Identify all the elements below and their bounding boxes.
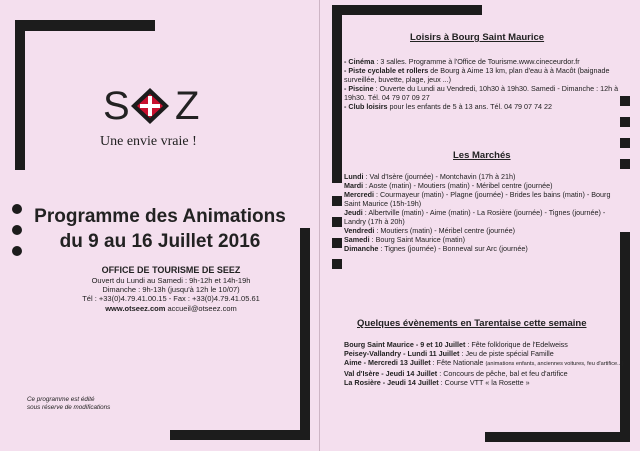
list-item: Aime - Mercredi 13 Juillet : Fête Nationale (animations enfants, anciennes voitures, feu d'artifice...): [344, 358, 624, 367]
office-hours-sunday: Dimanche : 9h-13h (jusqu'à 12h le 10/07): [102, 285, 240, 295]
logo-emblem-icon: [131, 88, 169, 124]
frame-bar-bottom: [485, 432, 630, 442]
loisirs-list: [344, 57, 628, 111]
list-item: La Rosière - Jeudi 14 Juillet : Course VTT « la Rosette »: [344, 378, 530, 387]
bullet-square: [620, 138, 630, 148]
frame-bar-left: [332, 5, 342, 183]
list-item: Mercredi : Courmayeur (matin) - Plagne (journée) - Brides les bains (matin) - Bourg Saint Maurice (15h-19h): [344, 190, 611, 208]
list-item: Dimanche : Tignes (journée) - Bonneval sur Arc (journée): [344, 244, 528, 253]
list-item: - Piscine : Ouverte du Lundi au Vendredi, 10h30 à 19h30. Samedi - Dimanche : 12h à 19h30. Tél. 04 79 07 09 27: [344, 84, 619, 102]
programme-page: [320, 0, 640, 451]
programme-dates: du 9 au 16 Juillet 2016: [59, 231, 261, 252]
list-item: Jeudi : Albertville (matin) - Aime (matin) - La Rosière (journée) - Tignes (journée) - Landry (17h à 20h): [344, 208, 606, 226]
list-item: Mardi : Aoste (matin) - Moutiers (matin) - Méribel centre (journée): [344, 181, 553, 190]
office-title: OFFICE DE TOURISME DE SEEZ: [101, 265, 241, 275]
list-item: Val d'Isère - Jeudi 14 Juillet : Concours de pêche, bal et feu d'artifice: [344, 369, 568, 378]
frame-bar-bottom: [170, 430, 310, 440]
list-item: Lundi : Val d'Isère (journée) - Montchavin (17h à 21h): [344, 172, 516, 181]
bullet-square: [332, 217, 342, 227]
programme-title: Programme des Animations: [34, 206, 286, 227]
disclaimer-line: Ce programme est édité: [27, 396, 95, 403]
office-info: [30, 265, 312, 313]
office-website: www.otseez.com: [105, 303, 166, 313]
frame-bar-left: [15, 20, 25, 170]
events-heading: Quelques évènements en Tarentaise cette semaine: [357, 318, 587, 329]
frame-bar-right: [300, 228, 310, 440]
disclaimer-line: sous réserve de modifications: [27, 404, 111, 411]
list-item: Vendredi : Moutiers (matin) - Méribel centre (journée): [344, 226, 515, 235]
marches-list: [344, 172, 628, 253]
tagline: Une envie vraie !: [100, 134, 197, 149]
list-item: - Cinéma : 3 salles. Programme à l'Office de Tourisme.www.cineceurdor.fr: [344, 57, 580, 66]
seez-logo: [103, 86, 208, 126]
office-contact: Tél : +33(0)4.79.41.00.15 - Fax : +33(0)4.79.41.05.61: [82, 294, 260, 304]
list-item: Samedi : Bourg Saint Maurice (matin): [344, 235, 466, 244]
list-item: - Club loisirs pour les enfants de 5 à 13 ans. Tél. 04 79 07 74 22: [344, 102, 553, 111]
bullet-square: [332, 196, 342, 206]
office-email: accueil@otseez.com: [167, 303, 237, 313]
disclaimer-note: [27, 396, 110, 412]
bullet-square: [620, 117, 630, 127]
logo-letter-z: Z: [175, 84, 200, 128]
logo-letter-s: S: [103, 84, 130, 128]
marches-heading: Les Marchés: [453, 150, 511, 161]
bullet-square: [620, 159, 630, 169]
list-item: - Piste cyclable et rollers de Bourg à Aime 13 km, plan d'eau à à Macôt (baignade surveillée, buvette, plage, jeux ...): [344, 66, 610, 84]
frame-bar-top: [332, 5, 482, 15]
bullet-square: [332, 238, 342, 248]
events-list: [344, 340, 628, 387]
bullet-square: [332, 259, 342, 269]
frame-bar-top: [15, 20, 155, 31]
frame-bar-right: [620, 232, 630, 442]
list-item: Peisey-Vallandry - Lundi 11 Juillet : Jeu de piste spécial Famille: [344, 349, 554, 358]
loisirs-heading: Loisirs à Bourg Saint Maurice: [410, 32, 545, 43]
office-hours-week: Ouvert du Lundi au Samedi : 9h-12h et 14h-19h: [91, 276, 251, 285]
list-item: Bourg Saint Maurice - 9 et 10 Juillet : Fête folklorique de l'Edelweiss: [344, 340, 568, 349]
